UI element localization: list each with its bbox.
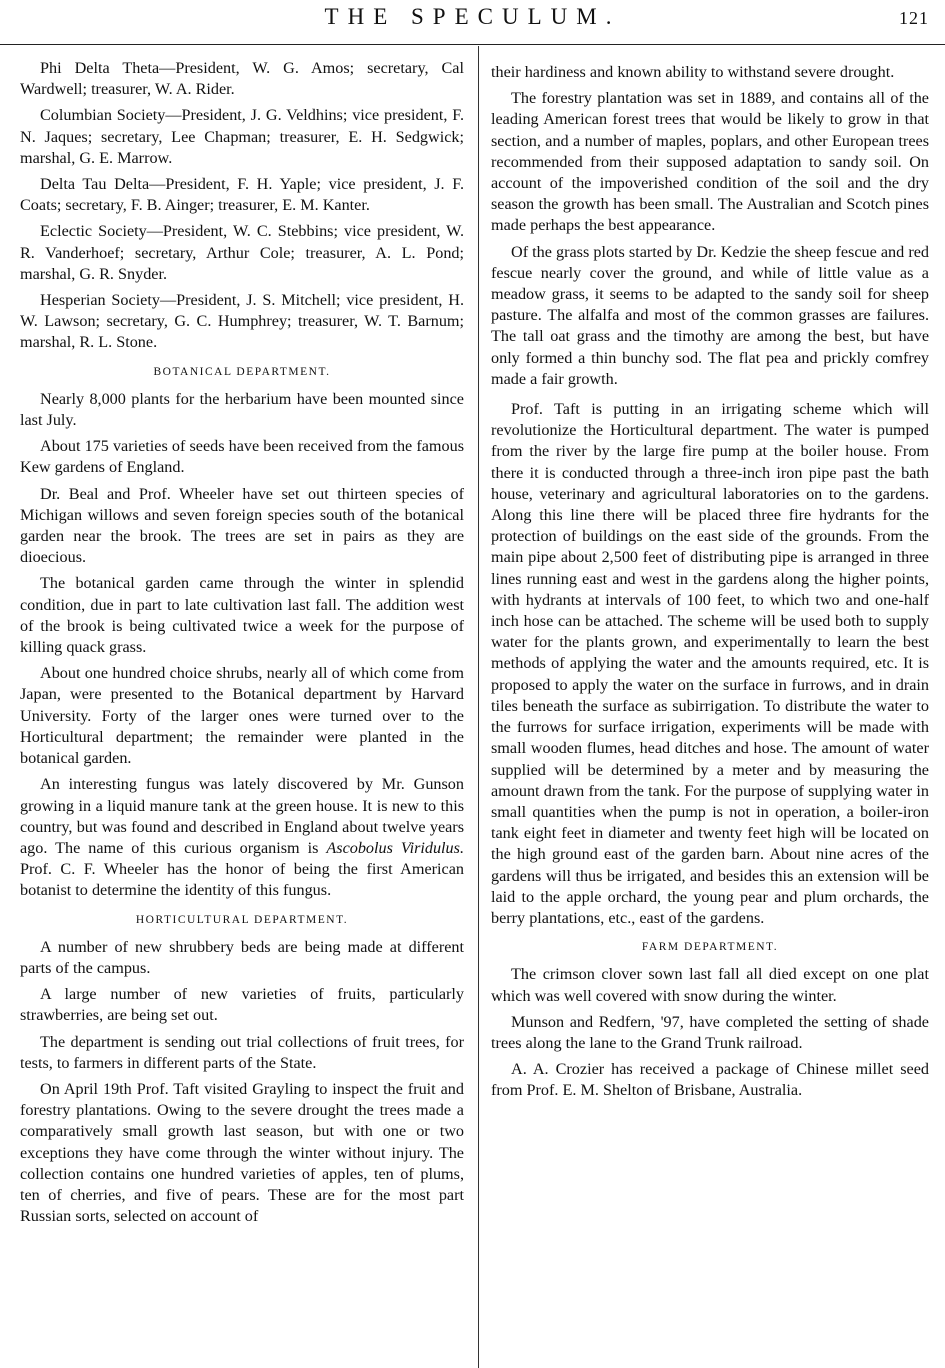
paragraph-continuation: their hardiness and known ability to withstand severe drought. bbox=[491, 63, 895, 81]
paragraph: The department is sending out trial collections of fruit trees, for tests, to farmers in different parts of the State. bbox=[20, 1032, 464, 1072]
society-officers: Delta Tau Delta—President, F. H. Yaple; vice president, J. F. Coats; secretary, F. B. Ainger; treasurer, E. M. Kanter. bbox=[20, 175, 464, 215]
paragraph: Dr. Beal and Prof. Wheeler have set out thirteen species of Michigan willows and seven foreign species south of the botanical garden near the brook. The trees are set in pairs as they are dioecious. bbox=[20, 484, 464, 567]
column-divider bbox=[478, 46, 479, 1368]
paragraph: A large number of new varieties of fruits, particularly strawberries, are being set out. bbox=[20, 985, 464, 1025]
paragraph: Prof. Taft is putting in an irrigating scheme which will revolutionize the Horticultural department. The water is pumped from the river by the large fire pump at the boiler house. From there it is conducted through a three-inch iron pipe past the bath house, veterinary and agricultural laboratories on to the gardens. Along this line there will be placed three fire hydrants for the protection of buildings on the east side of the grounds. From the main pipe about 2,500 feet of distributing pipe is arranged in three lines running east and west in the gardens along the higher points, with hydrants at intervals of 100 feet, to which two and one-half inch hose can be attached. The scheme will be used both to supply water for the plants grown, and experimentally to learn the best methods of applying the water and the amounts required, etc. It is proposed to apply the water on the surface in furrows, and in drain tiles beneath the surface as subirrigation. To distribute the water to the furrows for surface irrigation, experiments will be made with small wooden flumes, head ditches and hose. The amount of water supplied will be determined by a meter and by measuring the amount drawn from the tank. For the purpose of supplying water in small quantities when the pump is not in operation, a boiler-iron tank eight feet in diameter and twenty feet high will be located on the high ground east of the garden barn. About nine acres of the gardens will thus be irrigated, and besides this an extension will be laid to the apple orchard, the young pear and plum orchards, the berry plantations, etc., east of the gardens. bbox=[491, 400, 929, 927]
paragraph: The crimson clover sown last fall all died except on one plat which was well covered with snow during the winter. bbox=[491, 965, 929, 1005]
society-officers: Hesperian Society—President, J. S. Mitchell; vice president, H. W. Lawson; secretary, G. C. Humphrey; treasurer, W. T. Barnum; marshal, R. L. Stone. bbox=[20, 291, 464, 352]
section-heading-farm: FARM DEPARTMENT. bbox=[641, 941, 779, 954]
section-heading-botanical: BOTANICAL DEPARTMENT. bbox=[153, 365, 331, 378]
paragraph: On April 19th Prof. Taft visited Grayling to inspect the fruit and forestry plantations. Owing to the severe drought the trees made a comparatively small growth last season, but with one or two exceptions they have come through the winter without injury. The collection contains one hundred varieties of apples, ten of plums, ten of cherries, and five of pears. These are for the most part Russian sorts, selected on account of bbox=[20, 1079, 464, 1226]
paragraph: The forestry plantation was set in 1889, and contains all of the leading American forest trees that would be likely to grow in that section, and a number of maples, poplars, and other European trees recommended from their supposed adaptation to sandy soil. On account of the impoverished condition of the soil and the dry season the growth has been small. The Australian and Scotch pines made perhaps the best appearance. bbox=[491, 89, 929, 235]
paragraph: The botanical garden came through the winter in splendid condition, due in part to late cultivation last fall. The addition west of the brook is being cultivated twice a week for the purpose of killing quack grass. bbox=[20, 574, 464, 657]
page-number: 121 bbox=[899, 8, 929, 28]
fungus-text-pre: An interesting fungus was lately discovered by Mr. Gunson growing in a liquid manure tank at the green house. It is new to this country, but was found and described in England about twelve years ago. The name of this curious organism is bbox=[20, 775, 464, 857]
paragraph: About one hundred choice shrubs, nearly all of which come from Japan, were presented to the Botanical department by Harvard University. Forty of the larger ones were turned over to the Horticultural department; the remainder were planted in the botanical garden. bbox=[20, 664, 464, 768]
fungus-text-post: Prof. C. F. Wheeler has the honor of being the first American botanist to determine the identity of this fungus. bbox=[20, 860, 464, 900]
paragraph: A number of new shrubbery beds are being made at different parts of the campus. bbox=[20, 937, 464, 977]
species-name: Ascobolus Viridulus. bbox=[326, 838, 464, 857]
paragraph: Of the grass plots started by Dr. Kedzie the sheep fescue and red fescue nearly cover the ground, and while of little value as a meadow grass, it seems to be adapted to the sandy soil for sheep pasture. The alfalfa and most of the common grasses are failures. The tall oat grass and the timothy are among the best, but have only formed a thin bunchy sod. The flat pea and prickly comfrey made a fair growth. bbox=[491, 242, 929, 388]
left-column bbox=[20, 58, 464, 1232]
society-officers: Eclectic Society—President, W. C. Stebbins; vice president, W. R. Vanderhoef; secretary, Arthur Cole; treasurer, A. L. Pond; marshal, G. R. Snyder. bbox=[20, 222, 464, 283]
paragraph: Nearly 8,000 plants for the herbarium have been mounted since last July. bbox=[20, 389, 464, 430]
paragraph: About 175 varieties of seeds have been received from the famous Kew gardens of England. bbox=[20, 437, 464, 477]
society-officers: Phi Delta Theta—President, W. G. Amos; secretary, Cal Wardwell; treasurer, W. A. Rider. bbox=[20, 59, 464, 99]
publication-title: THE SPECULUM. bbox=[324, 4, 621, 29]
paragraph: A. A. Crozier has received a package of Chinese millet seed from Prof. E. M. Shelton of Brisbane, Australia. bbox=[491, 1060, 929, 1100]
page-header bbox=[0, 0, 945, 45]
right-column bbox=[491, 62, 929, 1107]
paragraph: Munson and Redfern, '97, have completed the setting of shade trees along the lane to the Grand Trunk railroad. bbox=[491, 1012, 929, 1052]
paragraph-fungus bbox=[20, 774, 464, 901]
society-officers: Columbian Society—President, J. G. Veldhins; vice president, F. N. Jaques; secretary, Lee Chapman; treasurer, E. H. Sedgwick; marshal, G. E. Marrow. bbox=[20, 106, 464, 167]
section-heading-horticultural: HORTICULTURAL DEPARTMENT. bbox=[135, 913, 349, 926]
